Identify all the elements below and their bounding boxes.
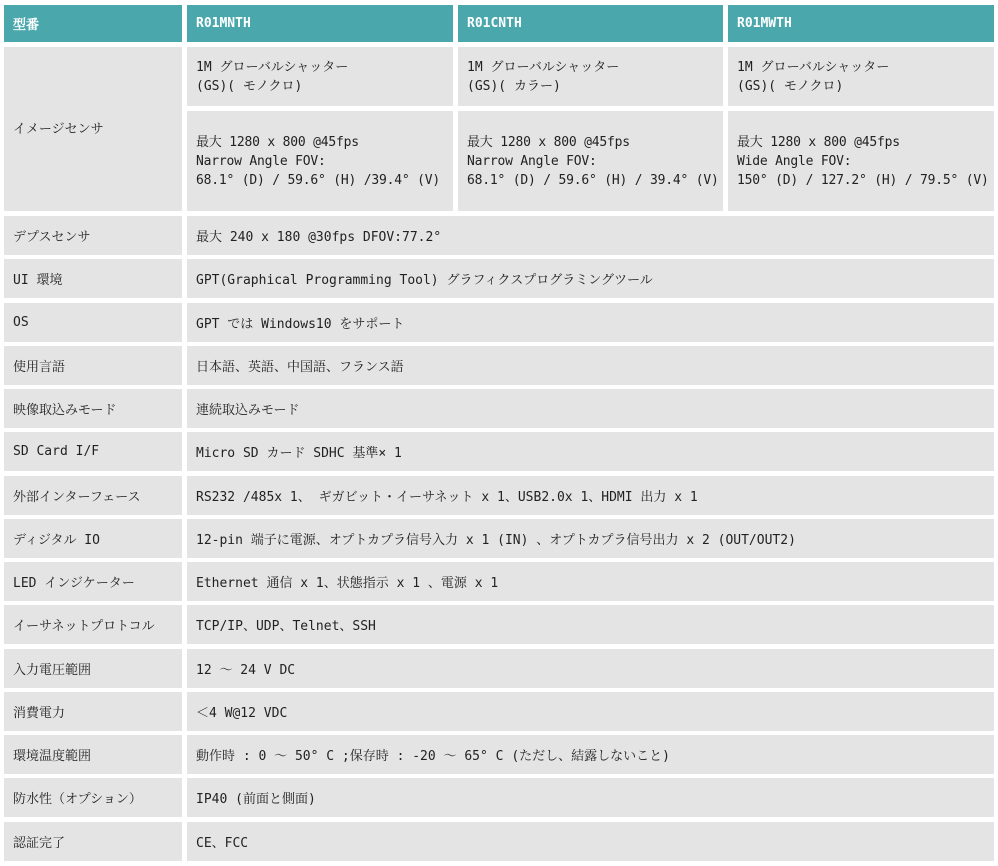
row-label-text: 環境温度範囲	[13, 749, 92, 764]
row-label-text: 認証完了	[13, 836, 66, 851]
row-value	[187, 216, 994, 255]
cell-value: 1M グローバルシャッター (GS)( モノクロ)	[196, 59, 349, 94]
row-label-text: 外部インターフェース	[13, 490, 141, 505]
row-label-text: ディジタル IO	[13, 533, 100, 548]
row-value-text: 12 ～ 24 V DC	[196, 663, 296, 678]
image-sensor-shutter-r01mwth	[728, 47, 994, 106]
image-sensor-shutter-r01cnth	[458, 47, 723, 106]
header-model-label	[4, 5, 182, 42]
cell-value: 最大 1280 x 800 @45fps Narrow Angle FOV: 68.1° (D) / 59.6° (H) / 39.4° (V)	[467, 134, 719, 188]
row-label	[4, 476, 182, 515]
row-label-text: 使用言語	[13, 360, 66, 375]
row-label	[4, 562, 182, 601]
image-sensor-spec-r01mwth	[728, 111, 994, 211]
row-value-text: CE、FCC	[196, 836, 249, 851]
image-sensor-spec-r01mnth	[187, 111, 453, 211]
row-label-text: 防水性（オプション）	[13, 792, 142, 807]
row-value-text: GPT(Graphical Programming Tool) グラフィクスプログラミングツール	[196, 273, 653, 288]
row-value-text: 動作時 : 0 ～ 50° C ;保存時 : -20 ～ 65° C (ただし、結露しないこと)	[196, 749, 670, 764]
row-label	[4, 605, 182, 644]
row-value-text: GPT では Windows10 をサポート	[196, 317, 405, 332]
cell-value: 最大 1280 x 800 @45fps Narrow Angle FOV: 68.1° (D) / 59.6° (H) /39.4° (V)	[196, 134, 441, 188]
row-value-text: TCP/IP、UDP、Telnet、SSH	[196, 619, 376, 634]
row-value	[187, 389, 994, 428]
row-value	[187, 605, 994, 644]
row-label	[4, 389, 182, 428]
cell-value: 1M グローバルシャッター (GS)( カラー)	[467, 59, 620, 94]
row-value	[187, 778, 994, 817]
row-value	[187, 649, 994, 688]
row-value	[187, 735, 994, 774]
row-value-text: 12-pin 端子に電源、オプトカプラ信号入力 x 1 (IN) 、オプトカプラ信号出力 x 2 (OUT/OUT2)	[196, 533, 796, 548]
row-value	[187, 562, 994, 601]
row-value	[187, 519, 994, 558]
row-value-text: Micro SD カード SDHC 基準× 1	[196, 446, 402, 461]
header-model-label-text: 型番	[13, 18, 40, 33]
row-label-text: イーサネットプロトコル	[13, 619, 155, 634]
row-value-text: IP40 (前面と側面)	[196, 792, 316, 807]
header-model-r01mnth	[187, 5, 453, 42]
row-value	[187, 303, 994, 342]
row-label	[4, 346, 182, 385]
row-value-text: ＜4 W@12 VDC	[196, 706, 288, 721]
row-label-text: OS	[13, 315, 29, 330]
row-label	[4, 692, 182, 731]
row-label-text: 映像取込みモード	[13, 403, 117, 418]
model-name: R01MWTH	[737, 16, 792, 31]
row-value	[187, 346, 994, 385]
row-value	[187, 822, 994, 861]
row-value-text: 連続取込みモード	[196, 403, 300, 418]
row-label-text: SD Card I/F	[13, 444, 100, 459]
row-label-text: デプスセンサ	[13, 230, 91, 245]
row-value	[187, 476, 994, 515]
row-value-text: 日本語、英語、中国語、フランス語	[196, 360, 404, 375]
row-label	[4, 735, 182, 774]
row-label	[4, 519, 182, 558]
header-model-r01mwth	[728, 5, 994, 42]
row-label	[4, 432, 182, 471]
row-label	[4, 778, 182, 817]
row-label	[4, 822, 182, 861]
row-label-text: イメージセンサ	[13, 121, 104, 137]
row-label-text: UI 環境	[13, 273, 63, 288]
image-sensor-shutter-r01mnth	[187, 47, 453, 106]
row-value	[187, 432, 994, 471]
row-label-text: 消費電力	[13, 706, 66, 721]
row-value	[187, 259, 994, 298]
row-value	[187, 692, 994, 731]
row-label	[4, 259, 182, 298]
cell-value: 最大 1280 x 800 @45fps Wide Angle FOV: 150° (D) / 127.2° (H) / 79.5° (V)	[737, 134, 989, 188]
row-label	[4, 303, 182, 342]
model-name: R01MNTH	[196, 16, 251, 31]
row-value-text: RS232 /485x 1、 ギガビット・イーサネット x 1、USB2.0x 1、HDMI 出力 x 1	[196, 490, 698, 505]
row-label-image-sensor	[4, 47, 182, 211]
model-name: R01CNTH	[467, 16, 522, 31]
row-label	[4, 216, 182, 255]
header-model-r01cnth	[458, 5, 723, 42]
image-sensor-spec-r01cnth	[458, 111, 723, 211]
cell-value: 1M グローバルシャッター (GS)( モノクロ)	[737, 59, 890, 94]
row-value-text: Ethernet 通信 x 1、状態指示 x 1 、電源 x 1	[196, 576, 499, 591]
row-value-text: 最大 240 x 180 @30fps DFOV:77.2°	[196, 230, 442, 245]
row-label-text: LED インジケーター	[13, 576, 135, 591]
row-label-text: 入力電圧範囲	[13, 663, 92, 678]
row-label	[4, 649, 182, 688]
